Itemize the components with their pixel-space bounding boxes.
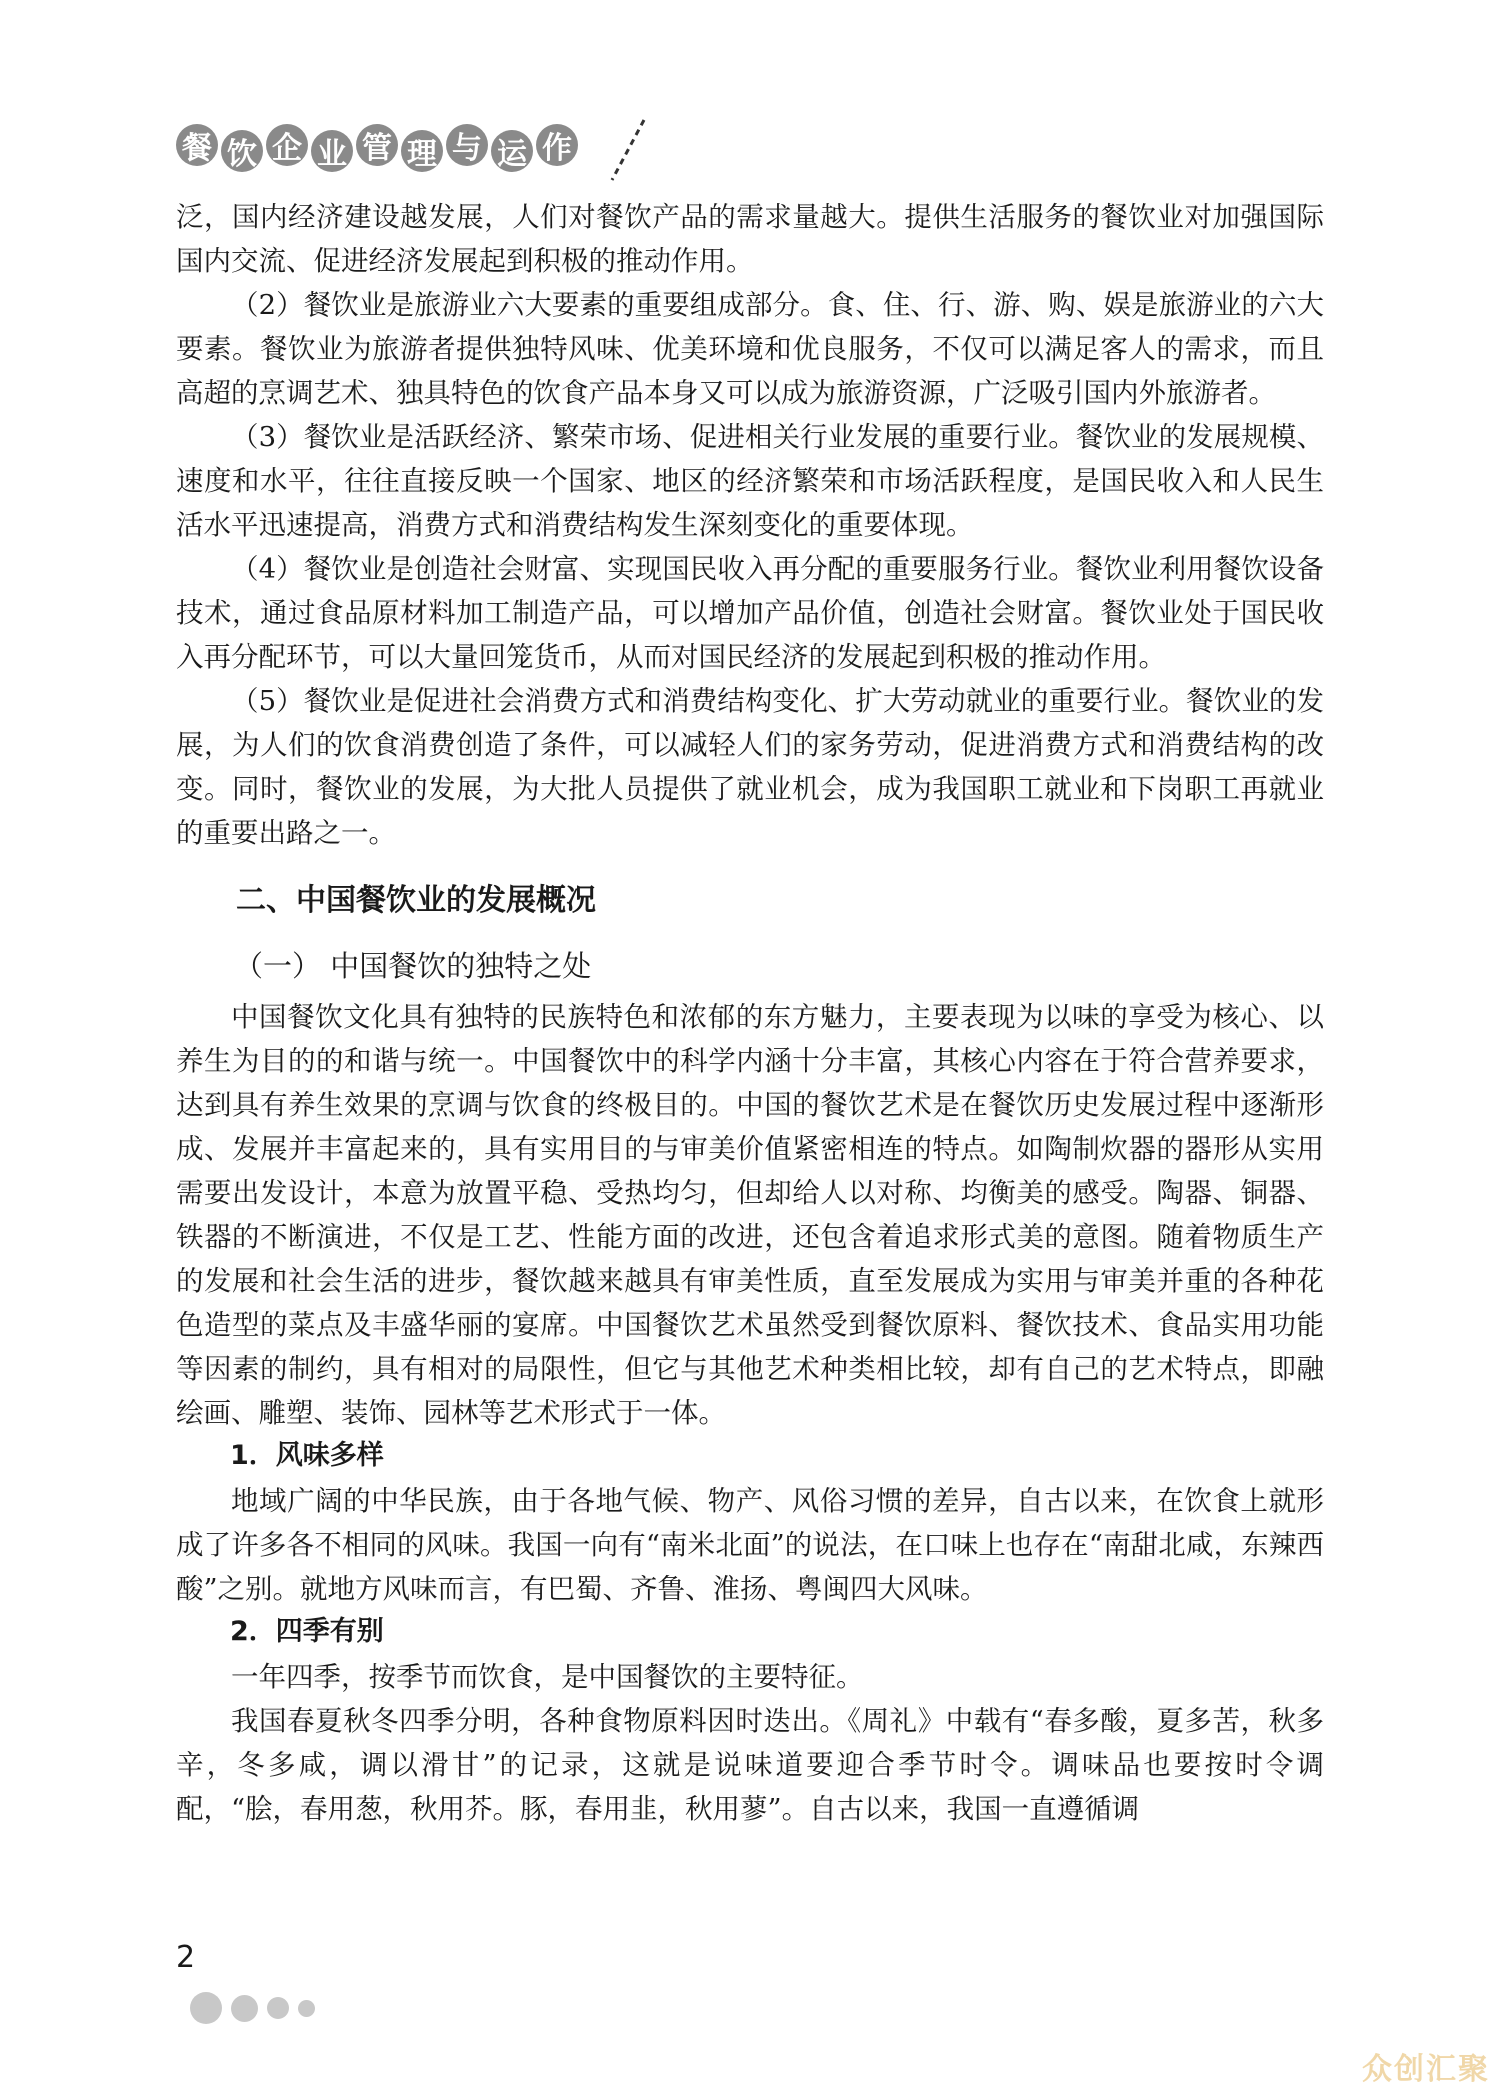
dot-icon	[190, 1992, 222, 2024]
header-char-badge: 企	[266, 124, 308, 166]
item-heading: 2．四季有别	[230, 1616, 384, 1647]
footer-dots-decoration	[190, 1992, 324, 2024]
header-dashed-slash-icon	[608, 118, 648, 182]
header-char-badge: 作	[536, 124, 578, 166]
body-paragraph: 地域广阔的中华民族，由于各地气候、物产、风俗习惯的差异，自古以来，在饮食上就形成了许多各不相同的风味。我国一向有“南米北面”的说法，在口味上也存在“南甜北咸，东辣西酸”之别。就地方风味而言，有巴蜀、齐鲁、淮扬、粤闽四大风味。	[176, 1485, 1324, 1605]
header-char-badge: 与	[446, 124, 488, 166]
body-paragraph: （5）餐饮业是促进社会消费方式和消费结构变化、扩大劳动就业的重要行业。餐饮业的发展，为人们的饮食消费创造了条件，可以减轻人们的家务劳动，促进消费方式和消费结构的改变。同时，餐饮业的发展，为大批人员提供了就业机会，成为我国职工就业和下岗职工再就业的重要出路之一。	[176, 685, 1324, 849]
header-char-badge: 管	[356, 124, 398, 166]
dot-icon	[298, 2000, 315, 2017]
watermark-logo: 众创汇聚	[1362, 2052, 1490, 2087]
body-paragraph: 中国餐饮文化具有独特的民族特色和浓郁的东方魅力，主要表现为以味的享受为核心、以养生为目的的和谐与统一。中国餐饮中的科学内涵十分丰富，其核心内容在于符合营养要求，达到具有养生效果的烹调与饮食的终极目的。中国的餐饮艺术是在餐饮历史发展过程中逐渐形成、发展并丰富起来的，具有实用目的与审美价值紧密相连的特点。如陶制炊器的器形从实用需要出发设计，本意为放置平稳、受热均匀，但却给人以对称、均衡美的感受。陶器、铜器、铁器的不断演进，不仅是工艺、性能方面的改进，还包含着追求形式美的意图。随着物质生产的发展和社会生活的进步，餐饮越来越具有审美性质，直至发展成为实用与审美并重的各种花色造型的菜点及丰盛华丽的宴席。中国餐饮艺术虽然受到餐饮原料、餐饮技术、食品实用功能等因素的制约，具有相对的局限性，但它与其他艺术种类相比较，却有自己的艺术特点，即融绘画、雕塑、装饰、园林等艺术形式于一体。	[176, 1001, 1324, 1429]
dot-icon	[267, 1997, 289, 2019]
body-paragraph: 我国春夏秋冬四季分明，各种食物原料因时迭出。《周礼》中载有“春多酸，夏多苦，秋多辛，冬多咸，调以滑甘”的记录，这就是说味道要迎合季节时令。调味品也要按时令调配，“脍，春用葱，秋用芥。豚，春用韭，秋用蓼”。自古以来，我国一直遵循调	[176, 1705, 1324, 1825]
body-paragraph: （4）餐饮业是创造社会财富、实现国民收入再分配的重要服务行业。餐饮业利用餐饮设备技术，通过食品原材料加工制造产品，可以增加产品价值，创造社会财富。餐饮业处于国民收入再分配环节，可以大量回笼货币，从而对国民经济的发展起到积极的推动作用。	[176, 553, 1324, 673]
page-number: 2	[176, 1940, 196, 1975]
body-paragraph: （3）餐饮业是活跃经济、繁荣市场、促进相关行业发展的重要行业。餐饮业的发展规模、速度和水平，往往直接反映一个国家、地区的经济繁荣和市场活跃程度，是国民收入和人民生活水平迅速提高，消费方式和消费结构发生深刻变化的重要体现。	[176, 421, 1324, 541]
header-char-badge: 运	[491, 130, 533, 172]
dot-icon	[231, 1995, 258, 2022]
header-char-badge: 业	[311, 130, 353, 172]
header-char-badge: 理	[401, 130, 443, 172]
body-paragraph: 一年四季，按季节而饮食，是中国餐饮的主要特征。	[231, 1661, 864, 1693]
body-paragraph: （2）餐饮业是旅游业六大要素的重要组成部分。食、住、行、游、购、娱是旅游业的六大要素。餐饮业为旅游者提供独特风味、优美环境和优良服务，不仅可以满足客人的需求，而且高超的烹调艺术、独具特色的饮食产品本身又可以成为旅游资源，广泛吸引国内外旅游者。	[176, 289, 1324, 409]
section-heading: 二、中国餐饮业的发展概况	[236, 883, 596, 918]
page-body	[176, 195, 1324, 1831]
item-heading: 1．风味多样	[230, 1440, 384, 1471]
body-paragraph: 泛，国内经济建设越发展，人们对餐饮产品的需求量越大。提供生活服务的餐饮业对加强国际国内交流、促进经济发展起到积极的推动作用。	[176, 201, 1324, 277]
header-char-badge: 餐	[176, 124, 218, 166]
running-header	[176, 118, 581, 178]
subsection-heading: （一） 中国餐饮的独特之处	[234, 949, 592, 983]
header-char-badge: 饮	[221, 130, 263, 172]
